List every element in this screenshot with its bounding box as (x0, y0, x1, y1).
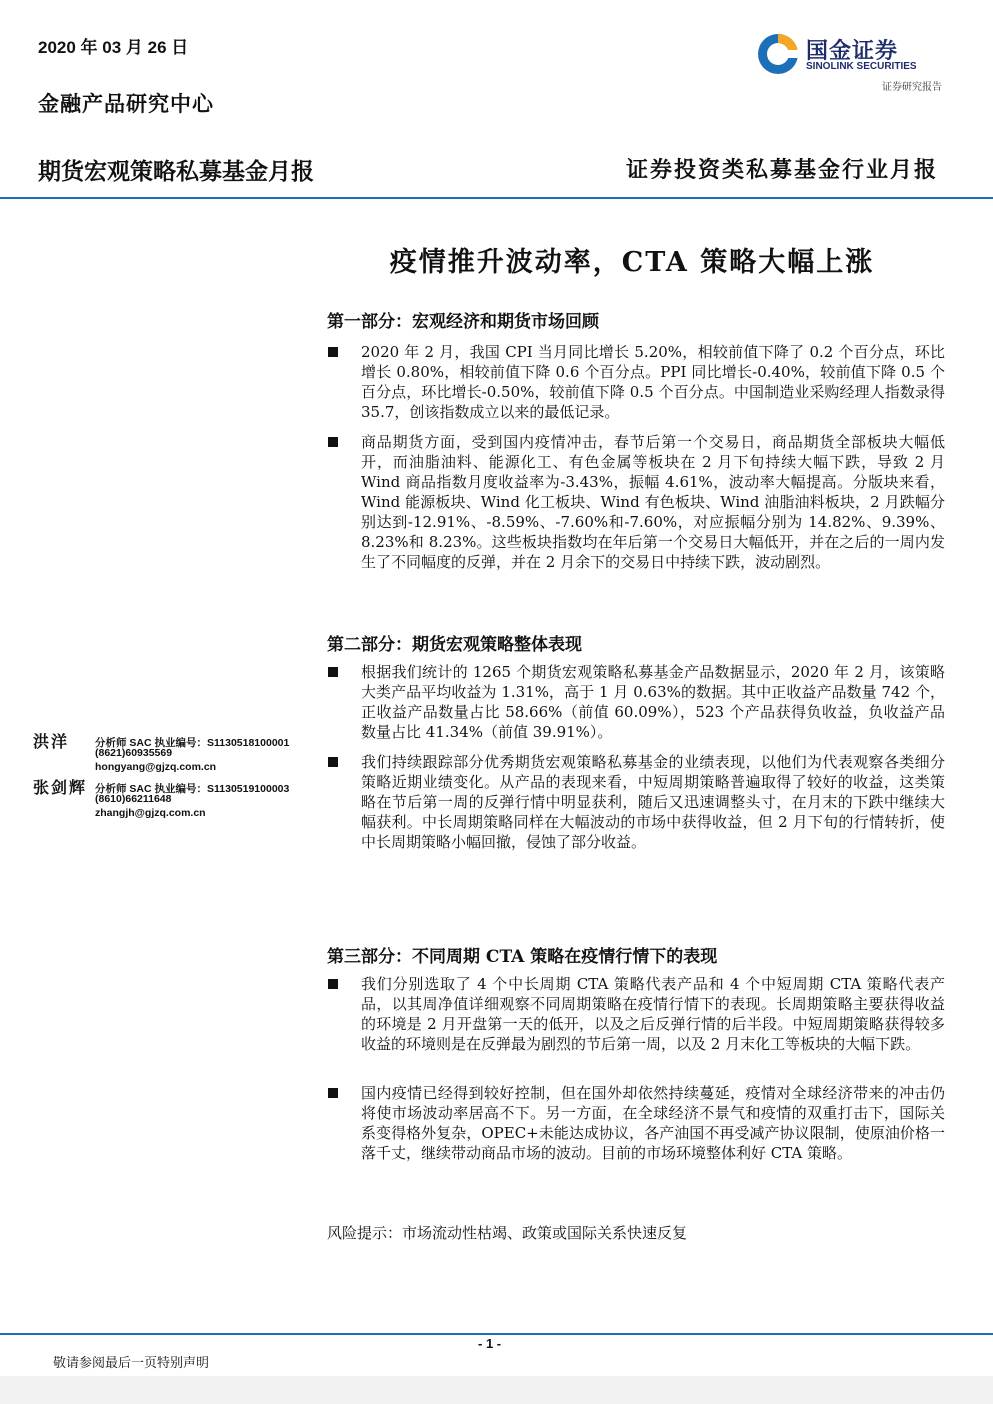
bullet-square-icon (328, 1088, 338, 1098)
section-paragraph: 根据我们统计的 1265 个期货宏观策略私募基金产品数据显示，2020 年 2 月，该策略大类产品平均收益为 1.31%，高于 1 月 0.63%的数据。其中正收益产品数量 742 个，正收益产品数量占比 58.66%（前值 60.09%），523 个产品获得负收益，负收益产品数量占比 41.34%（前值 39.91%）。 (361, 663, 945, 741)
analyst-cert: 分析师 SAC 执业编号：S1130518100001 (95, 737, 290, 749)
analyst-name: 张剑辉 (33, 778, 88, 797)
department-name: 金融产品研究中心 (38, 91, 214, 116)
logo-english-text: SINOLINK SECURITIES (806, 61, 917, 72)
analyst-email[interactable]: hongyang@gjzq.com.cn (95, 761, 217, 773)
logo-subtitle: 证券研究报告 (882, 82, 942, 93)
footer-band (0, 1376, 993, 1404)
bullet-square-icon (328, 757, 338, 767)
bullet-square-icon (328, 979, 338, 989)
footer-divider (0, 1333, 993, 1335)
report-date: 2020 年 03 月 26 日 (38, 38, 189, 57)
section-title: 第一部分：宏观经济和期货市场回顾 (327, 312, 599, 332)
section-paragraph: 2020 年 2 月，我国 CPI 当月同比增长 5.20%，相较前值下降了 0.2 个百分点，环比增长 0.80%，相较前值下降 0.6 个百分点。PPI 同比增长-0.40%，较前值下降 0.5 个百分点，环比增长-0.50%，较前值下降 0.5 个百分点。中国制造业采购经理人指数录得 35.7，创该指数成立以来的最低记录。 (361, 343, 945, 421)
section-title: 第二部分：期货宏观策略整体表现 (327, 635, 582, 655)
page-number: - 1 - (478, 1336, 502, 1351)
analyst-phone: (8621)60935569 (95, 747, 173, 759)
report-name: 期货宏观策略私募基金月报 (38, 159, 314, 185)
logo-mark-icon (756, 32, 800, 76)
section-paragraph: 国内疫情已经得到较好控制，但在国外却依然持续蔓延，疫情对全球经济带来的冲击仍将使市场波动率居高不下。另一方面，在全球经济不景气和疫情的双重打击下，国际关系变得格外复杂，OPEC+未能达成协议，各产油国不再受减产协议限制，使原油价格一落千丈，继续带动商品市场的波动。目前的市场环境整体利好 CTA 策略。 (361, 1084, 945, 1162)
company-logo (756, 32, 946, 92)
bullet-square-icon (328, 437, 338, 447)
analyst-phone: (8610)66211648 (95, 793, 172, 805)
section-paragraph: 我们分别选取了 4 个中长周期 CTA 策略代表产品和 4 个中短周期 CTA 策略代表产品，以其周净值详细观察不同周期策略在疫情行情下的表现。长周期策略主要获得收益的环境是 2 月开盘第一天的低开，以及之后反弹行情的后半段。中短周期策略获得较多收益的环境则是在反弹最为剧烈的节后第一周，以及 2 月末化工等板块的大幅下跌。 (361, 975, 945, 1053)
risk-note: 风险提示：市场流动性枯竭、政策或国际关系快速反复 (327, 1224, 688, 1242)
analyst-email[interactable]: zhangjh@gjzq.com.cn (95, 807, 206, 819)
section-title: 第三部分：不同周期 CTA 策略在疫情行情下的表现 (327, 947, 718, 967)
header-divider (0, 197, 993, 199)
footer-disclaimer: 敬请参阅最后一页特别声明 (53, 1356, 210, 1371)
report-headline: 疫情推升波动率，CTA 策略大幅上涨 (389, 247, 875, 278)
bullet-square-icon (328, 667, 338, 677)
analyst-name: 洪洋 (33, 732, 70, 751)
bullet-square-icon (328, 347, 338, 357)
analyst-cert: 分析师 SAC 执业编号：S1130519100003 (95, 783, 290, 795)
report-type: 证券投资类私募基金行业月报 (625, 157, 938, 183)
section-paragraph: 商品期货方面，受到国内疫情冲击，春节后第一个交易日，商品期货全部板块大幅低开，而油脂油料、能源化工、有色金属等板块在 2 月下旬持续大幅下跌，导致 2 月 Wind 商品指数月度收益率为-3.43%，振幅 4.61%，波动率大幅提高。分版块来看，Wind 能源板块、Wind 化工板块、Wind 有色板块、Wind 油脂油料板块，2 月跌幅分别达到-12.91%、-8.59%、-7.60%和-7.60%，对应振幅分别为 14.82%、9.39%、8.23%和 8.23%。这些板块指数均在年后第一个交易日大幅低开，并在之后的一周内发生了不同幅度的反弹，并在 2 月余下的交易日中持续下跌，波动剧烈。 (361, 433, 945, 571)
logo-chinese-text: 国金证券 (806, 39, 899, 64)
section-paragraph: 我们持续跟踪部分优秀期货宏观策略私募基金的业绩表现，以他们为代表观察各类细分策略近期业绩变化。从产品的表现来看，中短周期策略普遍取得了较好的收益，这类策略在节后第一周的反弹行情中明显获利，随后又迅速调整头寸，在月末的下跌中继续大幅获利。中长周期策略同样在大幅波动的市场中获得收益，但 2 月下旬的行情转折，使中长周期策略小幅回撤，侵蚀了部分收益。 (361, 753, 945, 851)
